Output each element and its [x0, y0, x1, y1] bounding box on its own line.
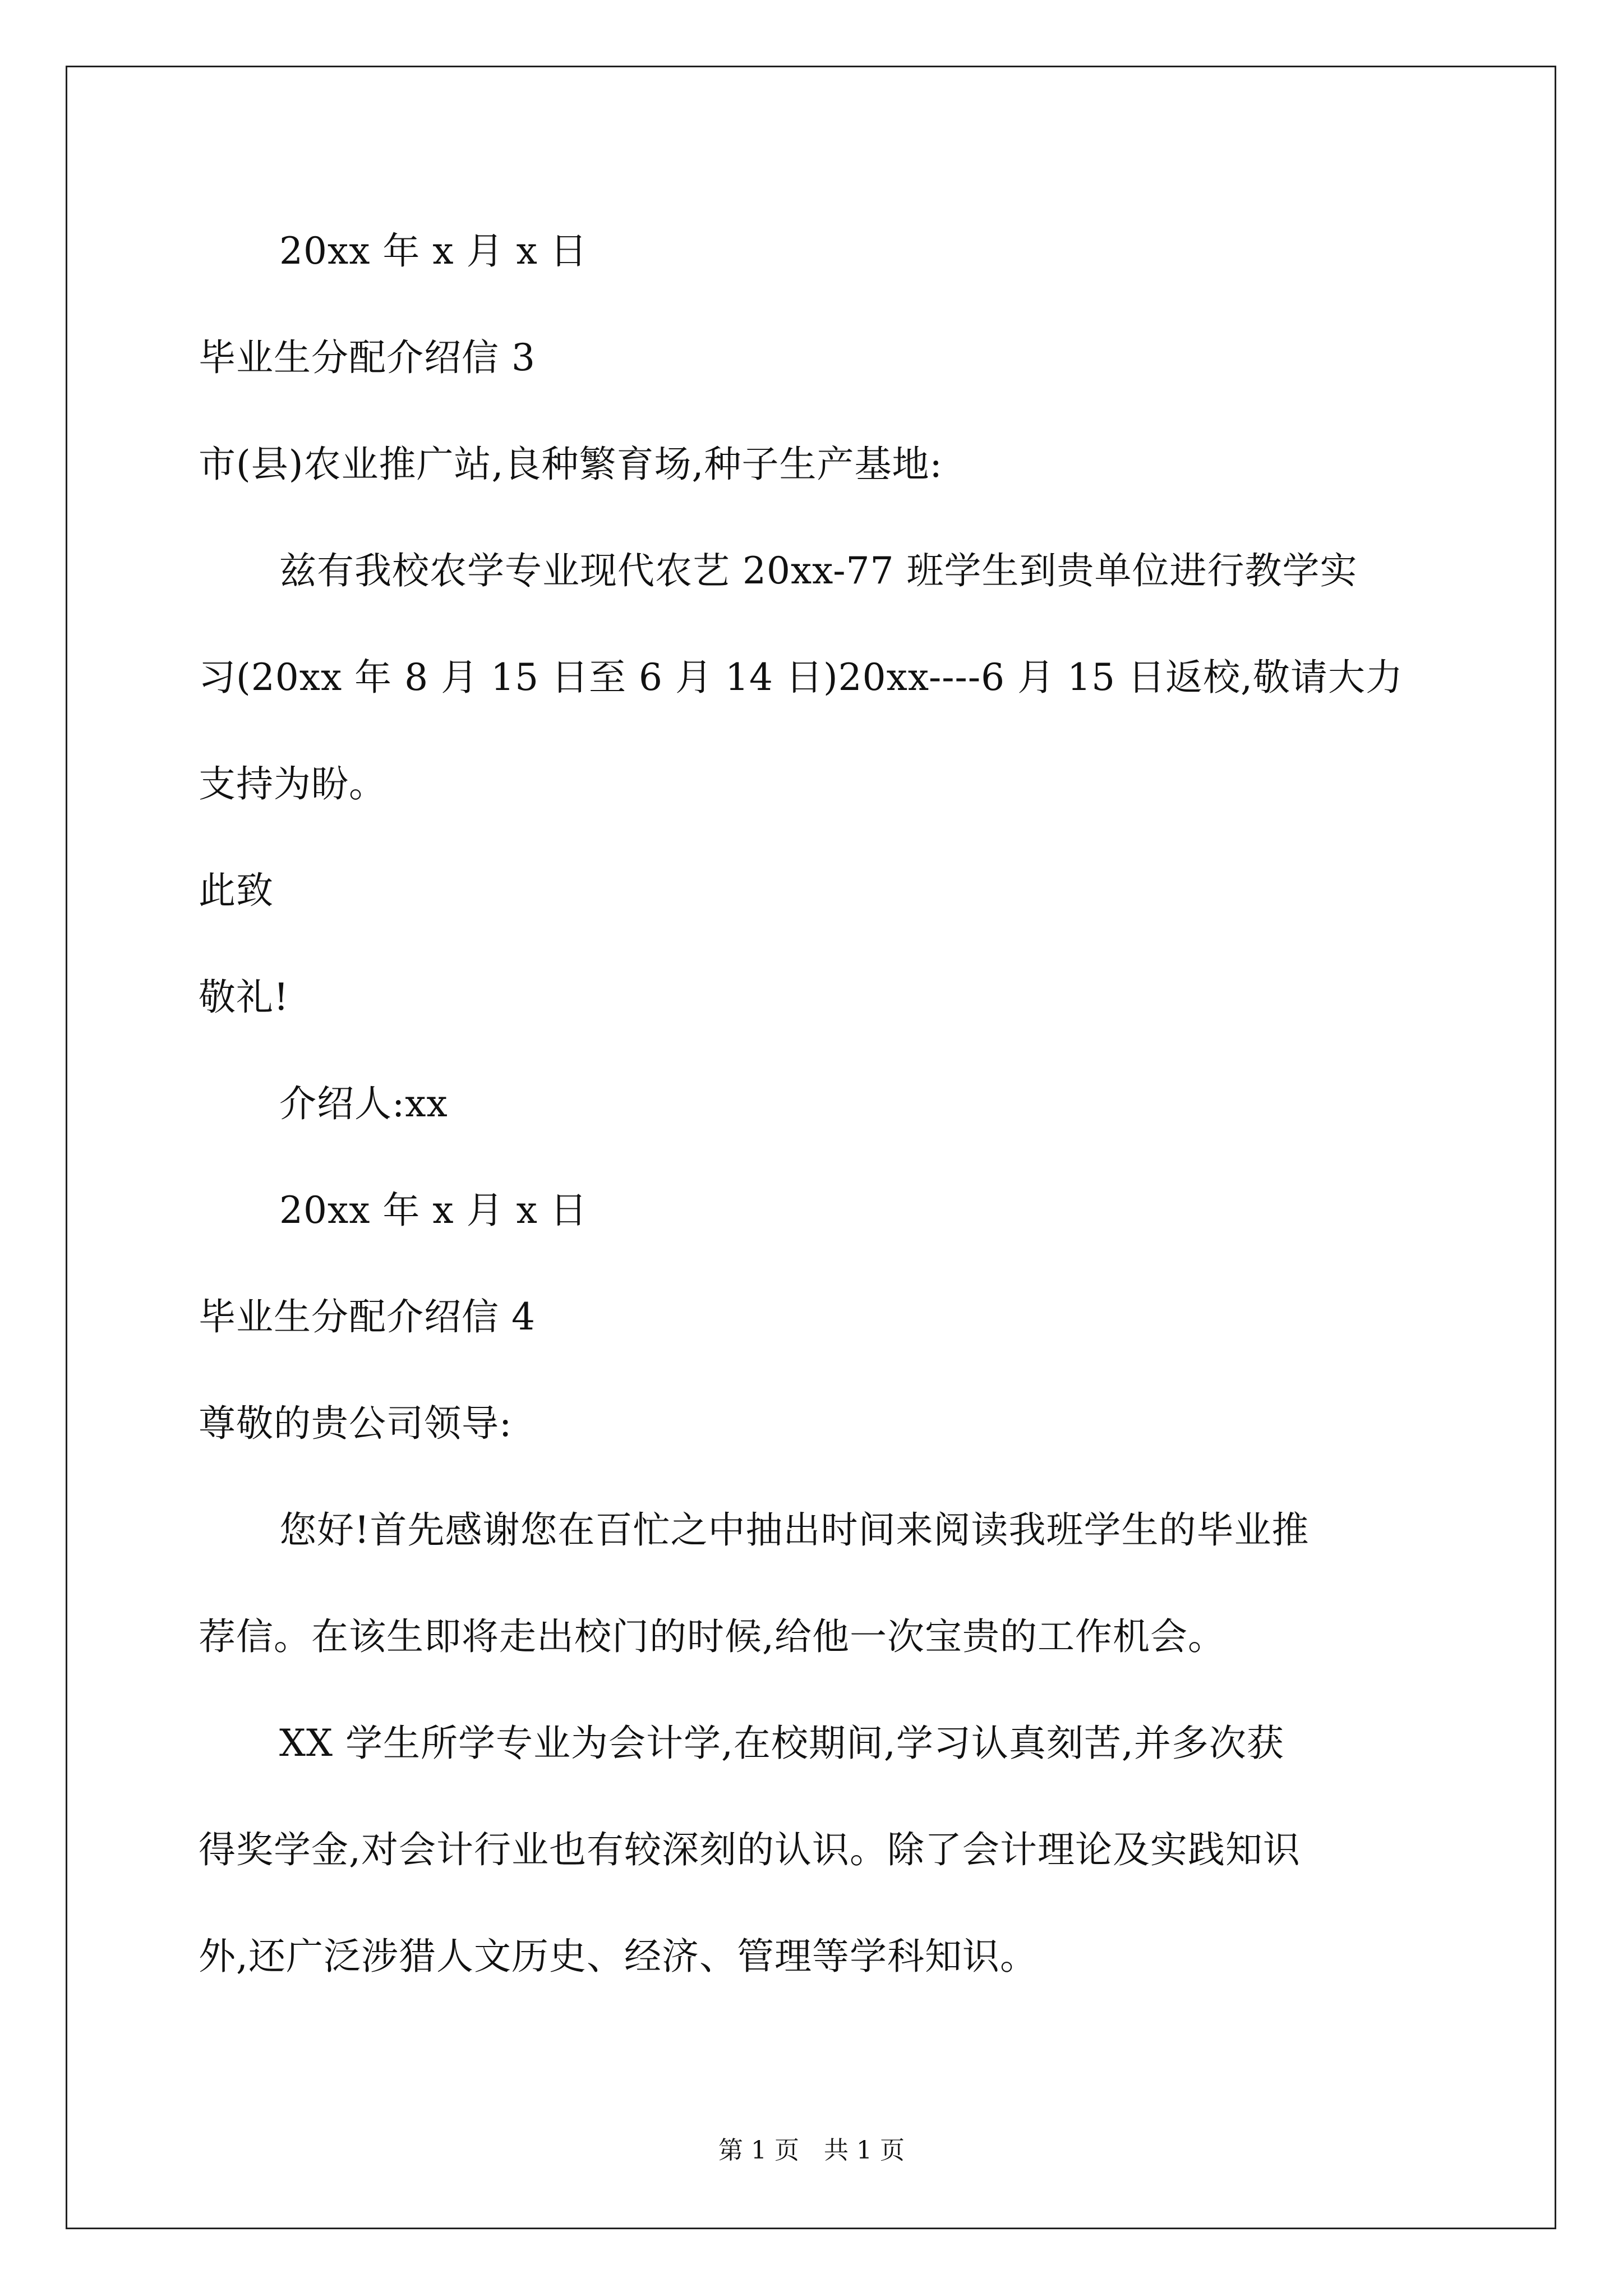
- body-paragraph-line: 外,还广泛涉猎人文历史、经济、管理等学科知识。: [199, 1935, 1038, 1978]
- page-border: [66, 66, 1556, 2229]
- body-paragraph-line: 支持为盼。: [199, 762, 386, 806]
- body-paragraph-line: 习(20xx 年 8 月 15 日至 6 月 14 日)20xx----6 月 15 日返校,敬请大力: [199, 656, 1404, 699]
- introducer-line: 介绍人:xx: [279, 1082, 448, 1125]
- body-paragraph-line: 您好!首先感谢您在百忙之中抽出时间来阅读我班学生的毕业推: [279, 1508, 1310, 1552]
- body-paragraph-line: 兹有我校农学专业现代农艺 20xx-77 班学生到贵单位进行教学实: [279, 549, 1358, 592]
- recipient-line: 市(县)农业推广站,良种繁育场,种子生产基地:: [199, 443, 943, 486]
- date-line: 20xx 年 x 月 x 日: [279, 229, 588, 273]
- recipient-line: 尊敬的贵公司领导:: [199, 1402, 513, 1445]
- page-number: 第 1 页 共 1 页: [718, 2136, 905, 2165]
- salutation-line: 敬礼!: [199, 976, 289, 1019]
- closing-line: 此致: [199, 869, 274, 912]
- section-heading: 毕业生分配介绍信 3: [199, 336, 536, 379]
- body-paragraph-line: 荐信。在该生即将走出校门的时候,给他一次宝贵的工作机会。: [199, 1615, 1225, 1658]
- body-paragraph-line: 得奖学金,对会计行业也有较深刻的认识。除了会计理论及实践知识: [199, 1828, 1301, 1871]
- date-line: 20xx 年 x 月 x 日: [279, 1189, 588, 1232]
- body-paragraph-line: XX 学生所学专业为会计学,在校期间,学习认真刻苦,并多次获: [279, 1722, 1284, 1765]
- section-heading: 毕业生分配介绍信 4: [199, 1295, 536, 1338]
